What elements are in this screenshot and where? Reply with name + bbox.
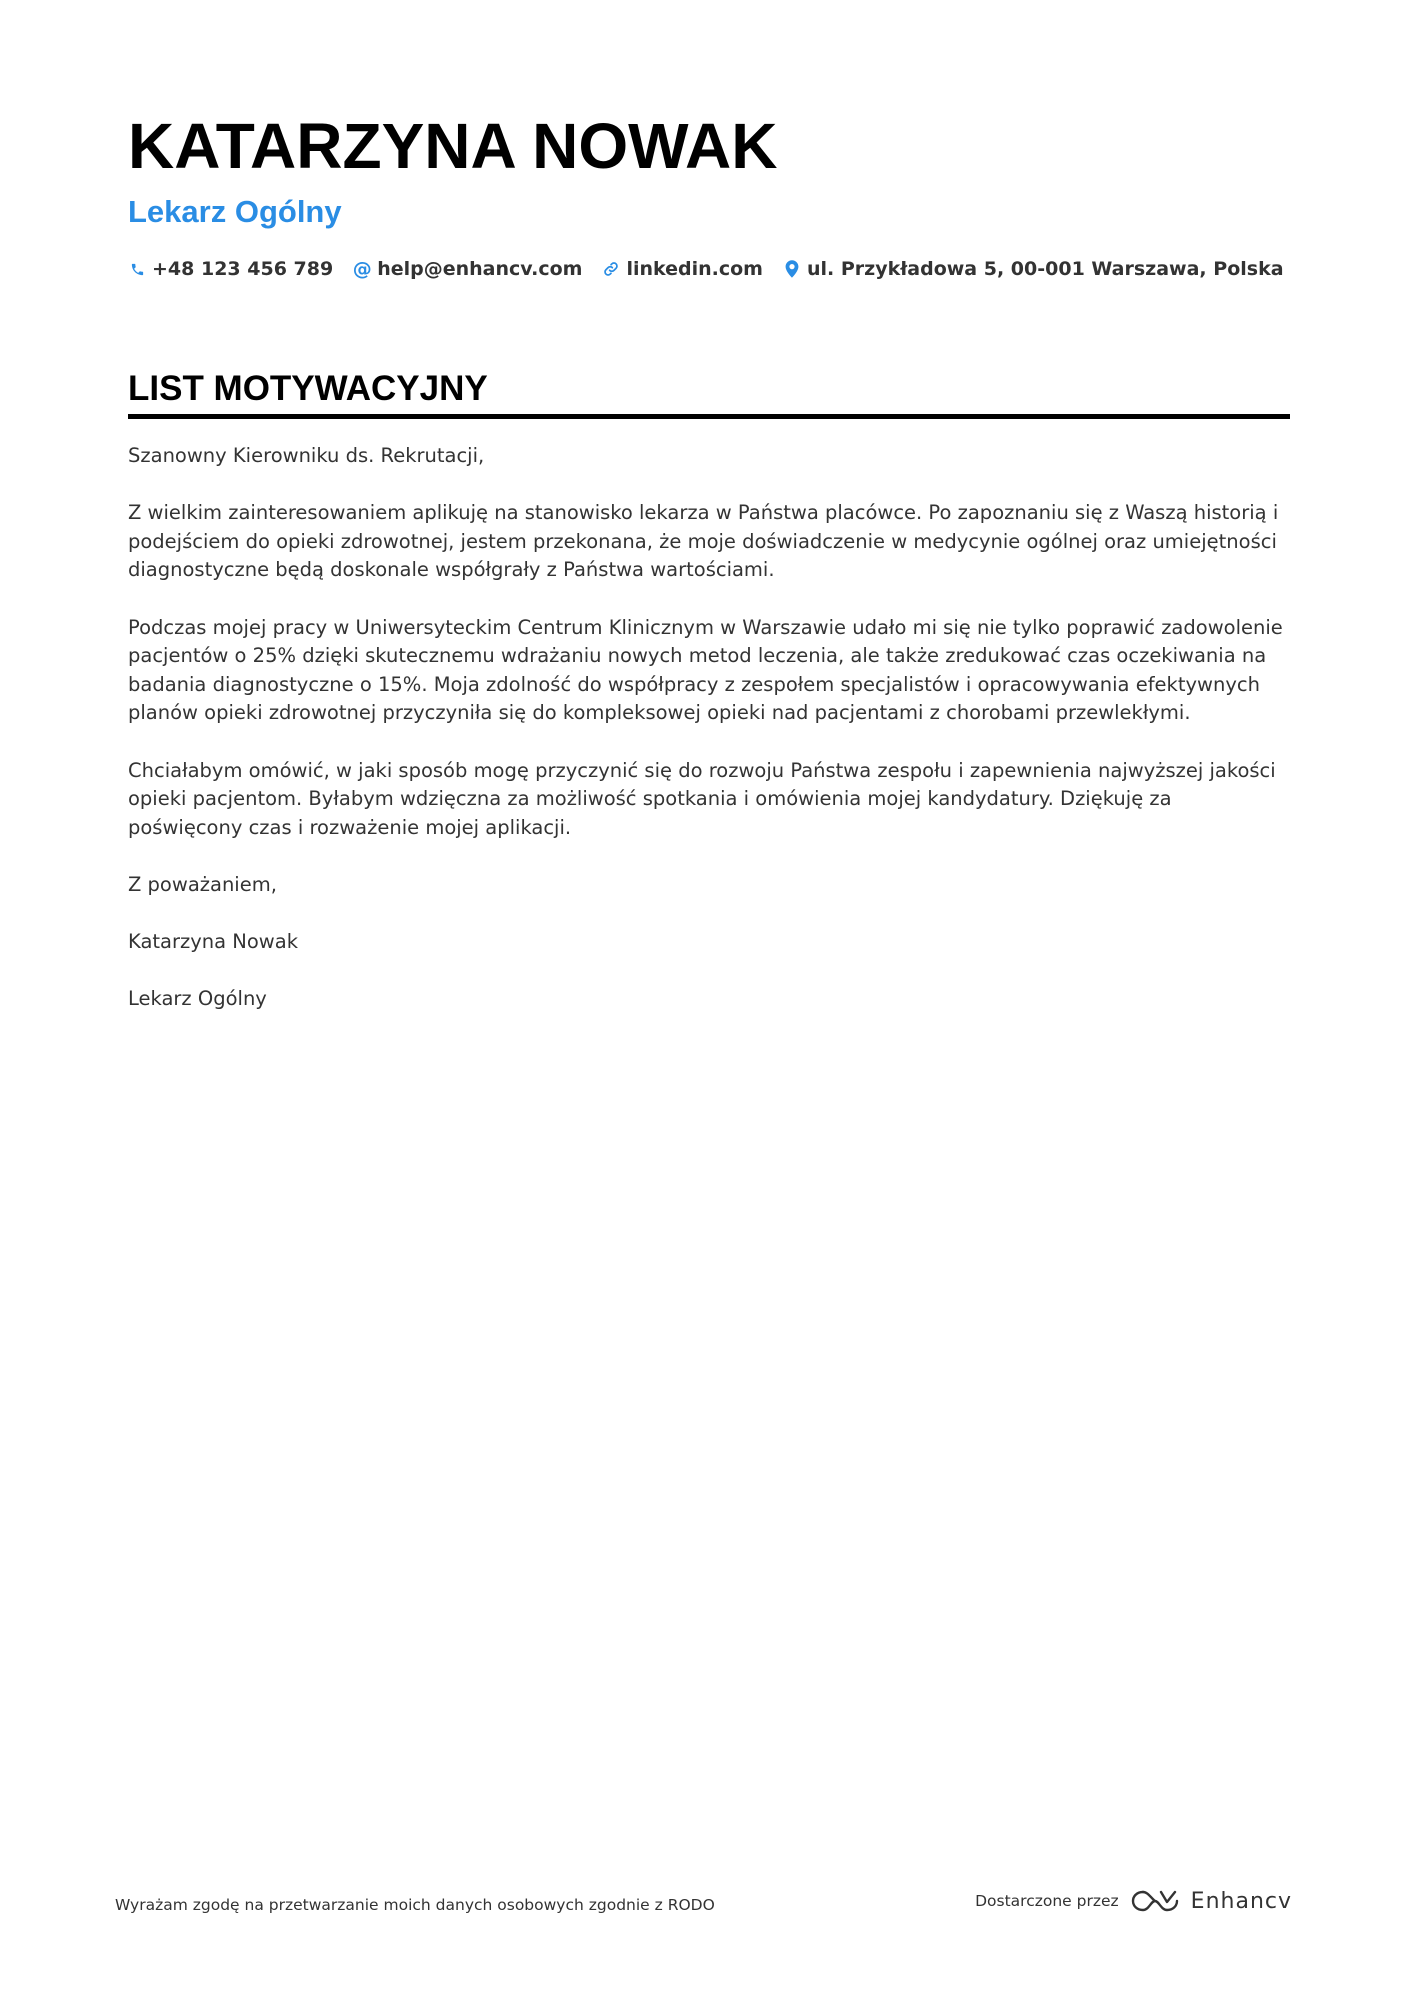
enhancv-logo-icon: [1131, 1888, 1179, 1914]
cover-letter-body: [128, 442, 1290, 1042]
letter-paragraph: Chciałabym omówić, w jaki sposób mogę przyczynić się do rozwoju Państwa zespołu i zapewnienia najwyższej jakości opieki pacjentom. Byłabym wdzięczna za możliwość spotkania i omówienia mojej kandydatury. Dziękuję za poświęcony czas i rozważenie mojej aplikacji.: [128, 758, 1276, 839]
candidate-name: KATARZYNA NOWAK: [128, 110, 778, 182]
candidate-role: Lekarz Ogólny: [128, 194, 342, 229]
letter-paragraph: Podczas mojej pracy w Uniwersyteckim Centrum Klinicznym w Warszawie udało mi się nie tylko poprawić zadowolenie pacjentów o 25% dzięki skutecznemu wdrażaniu nowych metod leczenia, ale także zredukować czas oczekiwania na badania diagnostyczne o 15%. Moja zdolność do współpracy z zespołem specjalistów i opracowywania efektywnych planów opieki zdrowotnej przyczyniła się do kompleksowej opieki nad pacjentami z chorobami przewlekłymi.: [128, 615, 1283, 725]
gdpr-consent: Wyrażam zgodę na przetwarzanie moich danych osobowych zgodnie z RODO: [115, 1896, 715, 1914]
letter-paragraph: Z wielkim zainteresowaniem aplikuję na stanowisko lekarza w Państwa placówce. Po zapoznaniu się z Waszą historią i podejściem do opieki zdrowotnej, jestem przekonana, że moje doświadczenie w medycynie ogólnej oraz umiejętności diagnostyczne będą doskonale współgrały z Państwa wartościami.: [128, 501, 1279, 582]
brand-name[interactable]: Enhancv: [1190, 1888, 1292, 1914]
letter-closing: Z poważaniem,: [128, 872, 277, 896]
contact-email: [353, 258, 582, 280]
provided-by-label: Dostarczone przez: [975, 1892, 1119, 1910]
section-title: LIST MOTYWACYJNY: [128, 368, 1290, 419]
contact-email-text[interactable]: help@enhancv.com: [377, 258, 583, 280]
at-icon: @: [352, 258, 372, 280]
location-pin-icon: [783, 259, 801, 279]
contact-phone-text[interactable]: +48 123 456 789: [152, 258, 334, 280]
contact-linkedin-text[interactable]: linkedin.com: [626, 258, 763, 280]
contact-address-text: ul. Przykładowa 5, 00-001 Warszawa, Polska: [806, 258, 1284, 280]
contact-address: [783, 258, 1284, 280]
footer-branding: [975, 1888, 1292, 1914]
contact-phone: [128, 258, 333, 280]
contact-linkedin: [602, 258, 763, 280]
letter-salutation: Szanowny Kierowniku ds. Rekrutacji,: [128, 444, 485, 467]
resume-header: [128, 108, 1290, 280]
link-icon: [602, 259, 620, 279]
signature-name: Katarzyna Nowak: [128, 930, 298, 954]
signature-role: Lekarz Ogólny: [128, 987, 267, 1011]
contact-bar: [128, 258, 1290, 280]
phone-icon: [128, 259, 146, 279]
